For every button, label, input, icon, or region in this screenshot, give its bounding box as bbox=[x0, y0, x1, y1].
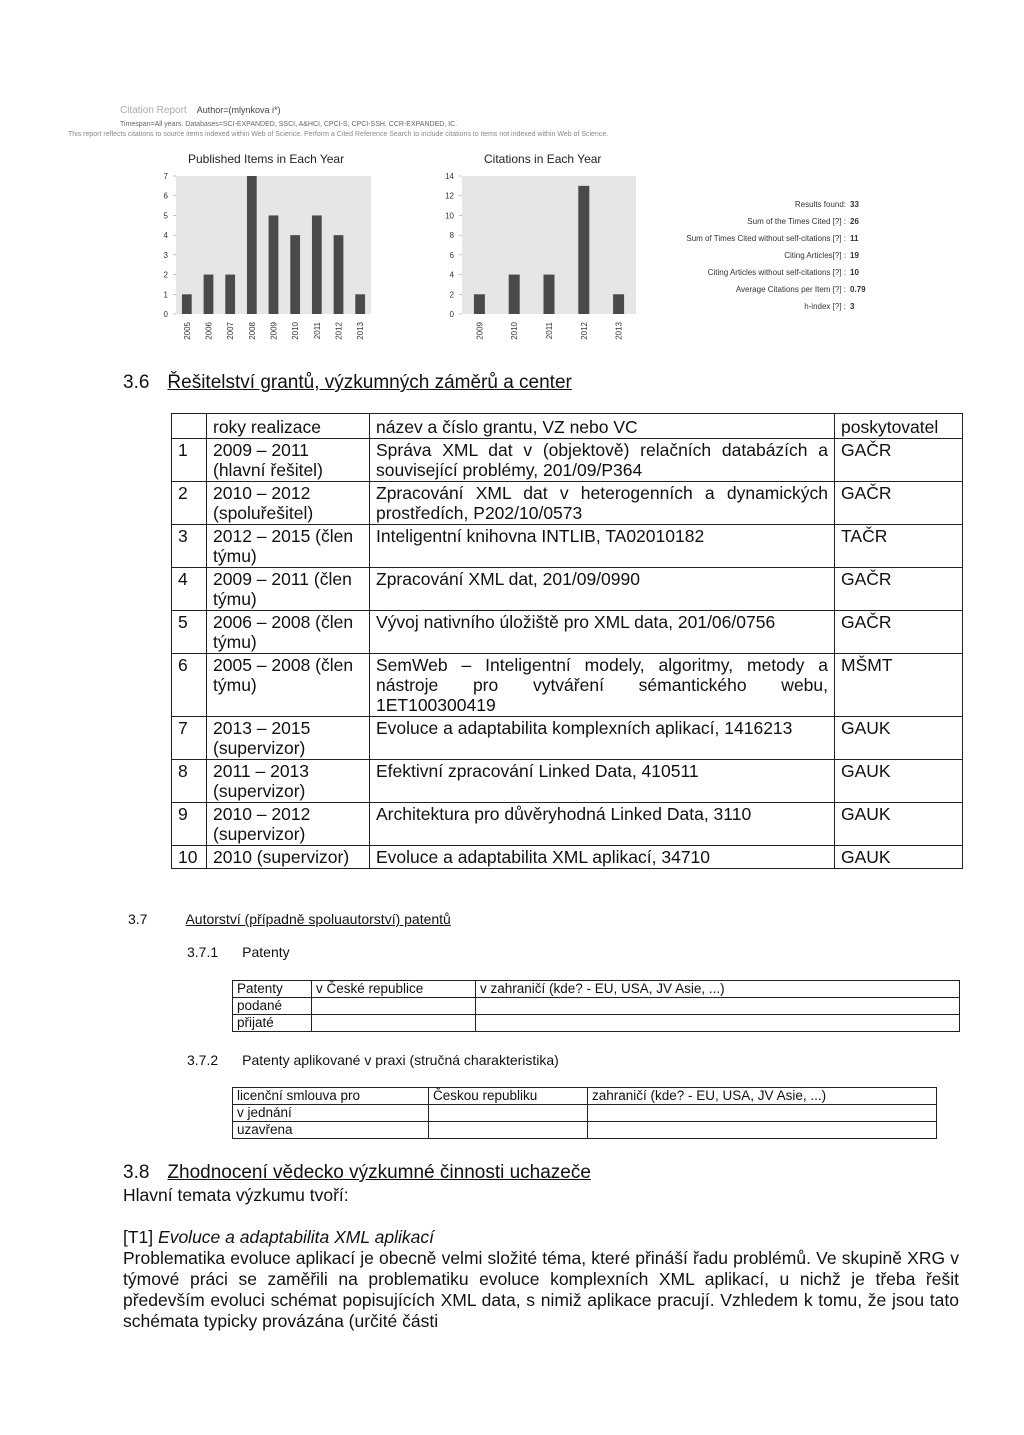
citation-report-header bbox=[120, 104, 457, 131]
chart-1-title: Published Items in Each Year bbox=[188, 152, 345, 166]
section-3-7-2-heading bbox=[187, 1052, 559, 1068]
table-cell: 3 bbox=[172, 525, 207, 568]
section-title: Řešitelství grantů, výzkumných záměrů a center bbox=[167, 372, 572, 393]
bar bbox=[544, 275, 555, 314]
table-row bbox=[233, 998, 960, 1015]
stat-value: 10 bbox=[850, 268, 859, 277]
stat-row bbox=[618, 281, 878, 298]
table-row bbox=[172, 760, 963, 803]
table-cell: v zahraničí (kde? - EU, USA, JV Asie, ...) bbox=[476, 981, 960, 998]
table-cell: v České republice bbox=[312, 981, 476, 998]
stat-label: Results found: bbox=[794, 200, 846, 209]
table-cell: Architektura pro důvěryhodná Linked Data, 3110 bbox=[370, 803, 835, 846]
y-tick-label: 6 bbox=[449, 250, 454, 260]
table-cell: Evoluce a adaptabilita komplexních aplikací, 1416213 bbox=[370, 717, 835, 760]
bar bbox=[578, 186, 589, 314]
y-tick-label: 6 bbox=[163, 191, 168, 201]
x-tick-label: 2013 bbox=[614, 322, 624, 340]
stat-value: 0.79 bbox=[850, 285, 866, 294]
table-cell: Vývoj nativního úložiště pro XML data, 201/06/0756 bbox=[370, 611, 835, 654]
table-cell: 7 bbox=[172, 717, 207, 760]
table-cell: Patenty bbox=[233, 981, 312, 998]
table-header-row bbox=[172, 414, 963, 439]
stat-value: 3 bbox=[850, 302, 855, 311]
table-cell: Zpracování XML dat, 201/09/0990 bbox=[370, 568, 835, 611]
y-tick-label: 0 bbox=[449, 310, 454, 319]
topic-paragraph: Problematika evoluce aplikací je obecně velmi složité téma, které přináší řadu problémů. Ve skupině XRG v týmové práci se zaměřili na problematiku evoluce komplexních XML aplikací, u nichž je třeba řešit především evoluci schémat popisujících XML data, s nimiž aplikace pracují. Vzhledem k tomu, že jsou tato schémata typicky provázána (určité části bbox=[123, 1248, 959, 1331]
stat-row bbox=[618, 247, 878, 264]
bar bbox=[509, 275, 520, 314]
table-cell: Zpracování XML dat v heterogenních a dynamických prostředích, P202/10/0573 bbox=[370, 482, 835, 525]
table-cell: 2009 – 2011 (hlavní řešitel) bbox=[207, 439, 370, 482]
x-tick-label: 2007 bbox=[226, 322, 236, 340]
table-cell: GAČR bbox=[835, 568, 963, 611]
stat-row bbox=[618, 213, 878, 230]
published-items-chart bbox=[160, 168, 375, 348]
stat-row bbox=[618, 264, 878, 281]
section-3-7-heading bbox=[128, 911, 451, 927]
stat-row bbox=[618, 230, 878, 247]
table-row bbox=[172, 654, 963, 717]
table-cell bbox=[588, 1122, 937, 1139]
table-cell: GAČR bbox=[835, 611, 963, 654]
stat-label: h-index [?] : bbox=[804, 302, 846, 311]
x-tick-label: 2011 bbox=[545, 322, 554, 340]
y-tick-label: 10 bbox=[445, 211, 454, 221]
y-tick-label: 7 bbox=[163, 172, 168, 181]
section-title: Patenty bbox=[242, 944, 290, 960]
table-cell bbox=[476, 1015, 960, 1032]
header-cell: název a číslo grantu, VZ nebo VC bbox=[370, 414, 835, 439]
y-tick-label: 0 bbox=[163, 310, 168, 319]
table-cell: Inteligentní knihovna INTLIB, TA02010182 bbox=[370, 525, 835, 568]
bar bbox=[269, 215, 279, 314]
header-cell: roky realizace bbox=[207, 414, 370, 439]
table-row bbox=[172, 846, 963, 869]
table-cell: 2005 – 2008 (člen týmu) bbox=[207, 654, 370, 717]
table-cell: 2011 – 2013 (supervizor) bbox=[207, 760, 370, 803]
section-number: 3.7 bbox=[128, 911, 148, 927]
bar bbox=[355, 294, 365, 314]
x-tick-label: 2009 bbox=[269, 322, 279, 340]
x-tick-label: 2008 bbox=[247, 322, 257, 340]
bar bbox=[474, 294, 485, 314]
table-cell bbox=[312, 998, 476, 1015]
table-cell: Evoluce a adaptabilita XML aplikací, 34710 bbox=[370, 846, 835, 869]
section-3-6-heading bbox=[123, 372, 572, 394]
table-cell: 2 bbox=[172, 482, 207, 525]
stat-label: Sum of Times Cited without self-citations [?] : bbox=[686, 234, 846, 243]
section-3-7-1-heading bbox=[187, 944, 290, 960]
citation-report-author: Author=(mlynkova i*) bbox=[196, 105, 281, 115]
table-row bbox=[233, 1105, 937, 1122]
header-cell: poskytovatel bbox=[835, 414, 963, 439]
citation-report-timespan: Timespan=All years. Databases=SCI-EXPANDED, SSCI, A&HCI, CPCI-S, CPCI-SSH, CCR-EXPANDED, IC. bbox=[120, 121, 458, 128]
x-tick-label: 2012 bbox=[334, 322, 344, 340]
section-title: Zhodnocení vědecko výzkumné činnosti uchazeče bbox=[167, 1162, 591, 1183]
section-3-8-heading bbox=[123, 1162, 591, 1184]
y-tick-label: 2 bbox=[163, 270, 168, 280]
table-cell: GAUK bbox=[835, 803, 963, 846]
y-tick-label: 8 bbox=[449, 231, 454, 241]
section-title: Autorství (případně spoluautorství) patentů bbox=[185, 911, 451, 927]
table-row bbox=[172, 803, 963, 846]
table-cell: GAČR bbox=[835, 482, 963, 525]
table-cell: SemWeb – Inteligentní modely, algoritmy, metody a nástroje pro vytváření sémantického webu, 1ET100300419 bbox=[370, 654, 835, 717]
table-row bbox=[172, 717, 963, 760]
stat-value: 26 bbox=[850, 217, 859, 226]
stat-value: 11 bbox=[850, 234, 859, 243]
table-cell: 9 bbox=[172, 803, 207, 846]
y-tick-label: 14 bbox=[445, 172, 454, 181]
section-title: Patenty aplikované v praxi (stručná charakteristika) bbox=[242, 1052, 559, 1068]
table-row bbox=[172, 611, 963, 654]
stat-label: Citing Articles[?] : bbox=[784, 251, 846, 260]
table-cell: GAUK bbox=[835, 846, 963, 869]
table-cell: 2013 – 2015 (supervizor) bbox=[207, 717, 370, 760]
table-row bbox=[172, 525, 963, 568]
table-cell: 10 bbox=[172, 846, 207, 869]
topic-title: Evoluce a adaptabilita XML aplikací bbox=[158, 1227, 434, 1247]
y-tick-label: 3 bbox=[163, 250, 168, 260]
table-cell: v jednání bbox=[233, 1105, 429, 1122]
table-cell: Správa XML dat v (objektově) relačních databázích a související problémy, 201/09/P364 bbox=[370, 439, 835, 482]
table-cell: podané bbox=[233, 998, 312, 1015]
table-cell: TAČR bbox=[835, 525, 963, 568]
x-tick-label: 2013 bbox=[356, 322, 366, 340]
section-number: 3.7.1 bbox=[187, 944, 219, 960]
x-tick-label: 2005 bbox=[182, 322, 192, 340]
citation-report-note: This report reflects citations to source items indexed within Web of Science. Perform a Cited Reference Search to include citations to items not indexed within Web of Science. bbox=[68, 131, 609, 138]
table-cell bbox=[588, 1105, 937, 1122]
table-cell bbox=[312, 1015, 476, 1032]
x-tick-label: 2010 bbox=[510, 322, 520, 340]
table-cell: Efektivní zpracování Linked Data, 410511 bbox=[370, 760, 835, 803]
table-cell: GAUK bbox=[835, 760, 963, 803]
y-tick-label: 4 bbox=[449, 270, 454, 280]
x-tick-label: 2009 bbox=[475, 322, 485, 340]
y-tick-label: 5 bbox=[163, 211, 168, 221]
y-tick-label: 12 bbox=[445, 191, 454, 201]
stat-value: 33 bbox=[850, 200, 859, 209]
stat-row bbox=[618, 298, 878, 315]
table-row bbox=[172, 482, 963, 525]
chart-2-title: Citations in Each Year bbox=[484, 152, 602, 166]
y-tick-label: 4 bbox=[163, 231, 168, 241]
bar bbox=[334, 235, 344, 314]
bar bbox=[225, 275, 235, 314]
x-tick-label: 2011 bbox=[312, 322, 322, 340]
y-tick-label: 2 bbox=[449, 290, 454, 300]
section-number: 3.6 bbox=[123, 372, 150, 393]
table-cell bbox=[429, 1122, 588, 1139]
stat-label: Sum of the Times Cited [?] : bbox=[747, 217, 846, 226]
citations-chart bbox=[440, 168, 640, 348]
table-cell: MŠMT bbox=[835, 654, 963, 717]
section-number: 3.8 bbox=[123, 1162, 150, 1183]
table-cell: licenční smlouva pro bbox=[233, 1088, 429, 1105]
table-cell: zahraničí (kde? - EU, USA, JV Asie, ...) bbox=[588, 1088, 937, 1105]
table-cell: 2009 – 2011 (člen týmu) bbox=[207, 568, 370, 611]
x-tick-label: 2012 bbox=[579, 322, 589, 340]
header-cell bbox=[172, 414, 207, 439]
citation-stats bbox=[618, 196, 878, 315]
table-cell: 2010 (supervizor) bbox=[207, 846, 370, 869]
table-row bbox=[172, 568, 963, 611]
licence-table bbox=[232, 1087, 937, 1139]
stat-label: Citing Articles without self-citations [?] : bbox=[707, 268, 846, 277]
research-topics-intro: Hlavní temata výzkumu tvoří: bbox=[123, 1185, 349, 1205]
stat-row bbox=[618, 196, 878, 213]
table-cell: 6 bbox=[172, 654, 207, 717]
bar bbox=[290, 235, 300, 314]
bar bbox=[247, 176, 257, 314]
bar bbox=[204, 275, 214, 314]
table-cell: 1 bbox=[172, 439, 207, 482]
grants-table bbox=[171, 413, 963, 869]
x-tick-label: 2006 bbox=[204, 322, 214, 340]
table-cell: GAUK bbox=[835, 717, 963, 760]
table-cell: 5 bbox=[172, 611, 207, 654]
table-cell: přijaté bbox=[233, 1015, 312, 1032]
table-cell bbox=[429, 1105, 588, 1122]
stat-label: Average Citations per Item [?] : bbox=[735, 285, 846, 294]
x-tick-label: 2010 bbox=[291, 322, 301, 340]
table-cell: 2010 – 2012 (spoluřešitel) bbox=[207, 482, 370, 525]
stat-value: 19 bbox=[850, 251, 859, 260]
bar bbox=[312, 215, 322, 314]
citation-report-title: Citation Report bbox=[120, 105, 187, 116]
table-row bbox=[233, 1015, 960, 1032]
table-cell: GAČR bbox=[835, 439, 963, 482]
table-row bbox=[233, 1122, 937, 1139]
table-cell: 4 bbox=[172, 568, 207, 611]
table-row bbox=[233, 1088, 937, 1105]
table-cell: 2010 – 2012 (supervizor) bbox=[207, 803, 370, 846]
patents-table bbox=[232, 980, 960, 1032]
y-tick-label: 1 bbox=[163, 290, 168, 300]
topic-heading bbox=[123, 1227, 959, 1248]
table-cell: uzavřena bbox=[233, 1122, 429, 1139]
table-row bbox=[172, 439, 963, 482]
table-cell: Českou republiku bbox=[429, 1088, 588, 1105]
bar bbox=[182, 294, 192, 314]
table-cell: 2012 – 2015 (člen týmu) bbox=[207, 525, 370, 568]
topic-tag: [T1] bbox=[123, 1227, 154, 1247]
table-cell: 2006 – 2008 (člen týmu) bbox=[207, 611, 370, 654]
table-cell bbox=[476, 998, 960, 1015]
section-number: 3.7.2 bbox=[187, 1052, 219, 1068]
table-row bbox=[233, 981, 960, 998]
table-cell: 8 bbox=[172, 760, 207, 803]
